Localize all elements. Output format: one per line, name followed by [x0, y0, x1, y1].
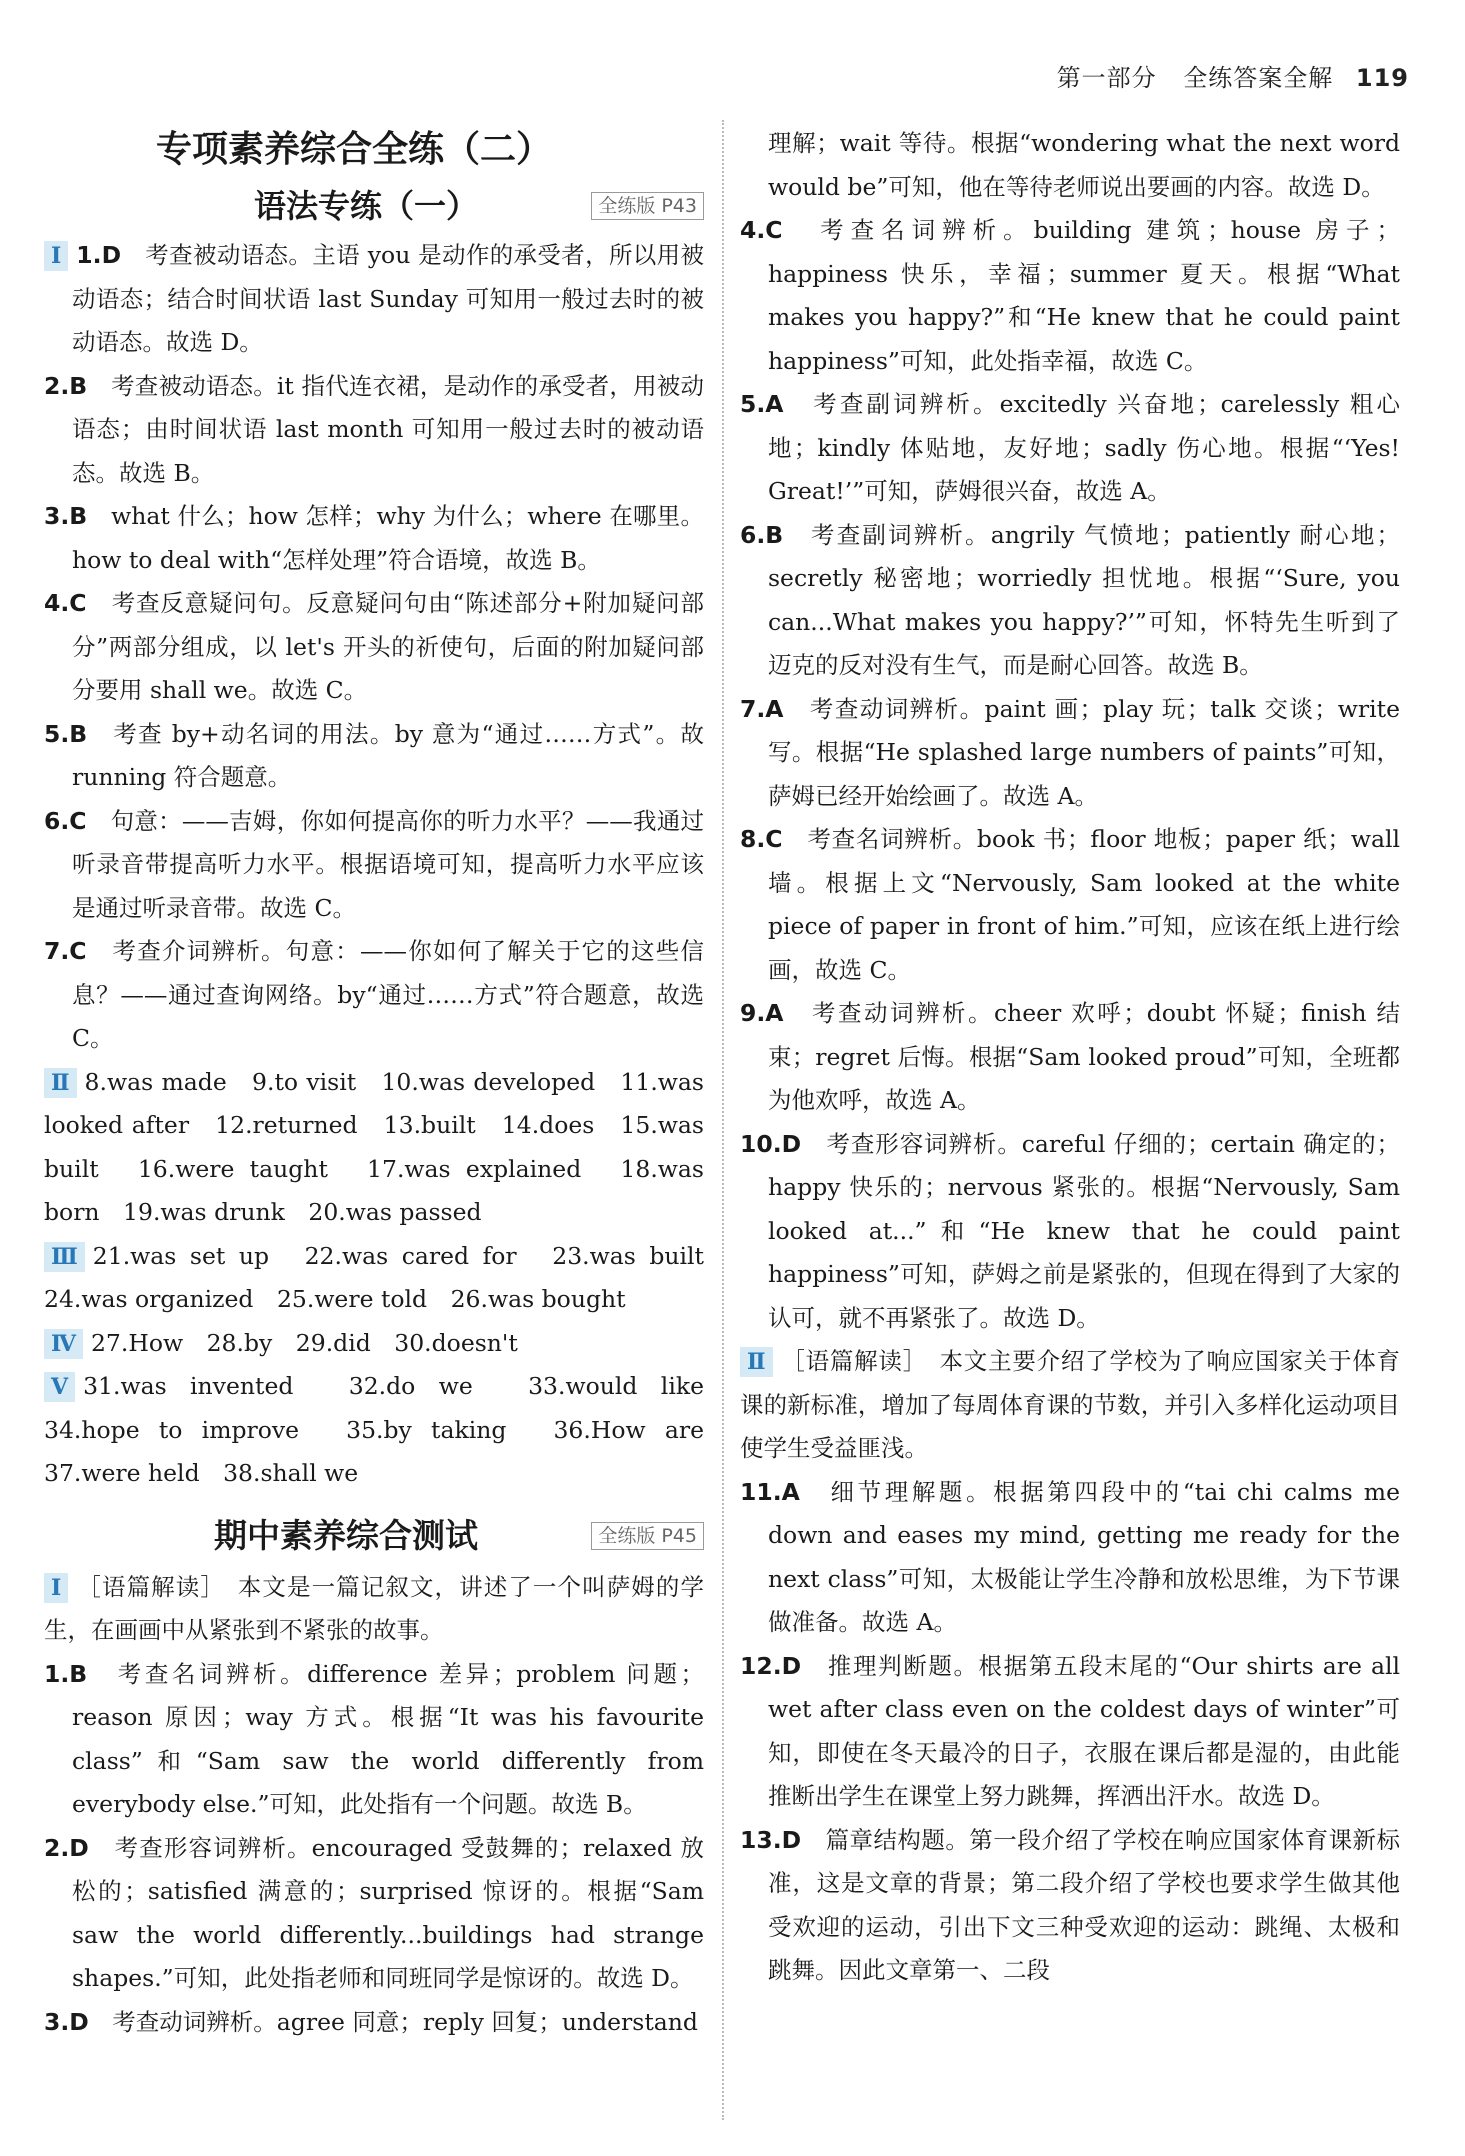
- answer-list-text: 21.was set up 22.was cared for 23.was built 24.was organized 25.were told 26.was bought: [44, 1241, 728, 1313]
- subsection-title-text: 语法专练（一）: [254, 187, 479, 225]
- answer-number: 10.D: [740, 1129, 802, 1158]
- answer-item: [740, 992, 1400, 1123]
- page-ref-tag: 全练版 P45: [591, 1522, 704, 1550]
- answer-explanation: 考查动词辨析。cheer 欢呼；doubt 怀疑；finish 结束；regret 后悔。根据“Sam looked proud”可知，全班都为他欢呼，故选 A。: [768, 999, 1401, 1114]
- answer-number: 2.D: [44, 1833, 89, 1862]
- answer-number: 5.B: [44, 719, 88, 748]
- section-title: 专项素养综合全练（二）: [155, 129, 552, 170]
- answer-explanation: 考查名词辨析。building 建筑；house 房子；happiness 快乐，幸福；summer 夏天。根据“What makes you happy?”和“He knew that he could paint happiness”可知，此处指幸福，故选 C。: [768, 216, 1400, 375]
- answer-item: [740, 1123, 1400, 1341]
- right-column: [740, 122, 1400, 1993]
- answer-list: [44, 1322, 704, 1366]
- answer-number: 7.C: [44, 937, 87, 965]
- header-section: 全练答案全解: [1183, 64, 1334, 92]
- part-label: Ⅲ: [44, 1242, 85, 1272]
- passage-summary-text: ［语篇解读］ 本文是一篇记叙文，讲述了一个叫萨姆的学生，在画画中从紧张到不紧张的故事。: [44, 1572, 704, 1644]
- answer-number: 3.B: [44, 502, 88, 530]
- answer-number: 4.C: [740, 216, 783, 244]
- answer-item: [44, 234, 704, 365]
- answer-number: 4.C: [44, 589, 87, 617]
- answer-explanation: 考查副词辨析。excitedly 兴奋地；carelessly 粗心地；kindly 体贴地，友好地；sadly 伤心地。根据“‘Yes! Great!’”可知，萨姆很兴奋，故选 A。: [768, 390, 1400, 505]
- answer-list: [44, 1061, 704, 1235]
- answer-number: 2.B: [44, 371, 88, 400]
- answer-item: [44, 582, 704, 713]
- answer-explanation: 考查动词辨析。agree 同意；reply 回复；understand: [112, 2007, 698, 2036]
- answer-list-text: 27.How 28.by 29.did 30.doesn't: [90, 1328, 518, 1357]
- answer-number: 6.C: [44, 806, 87, 835]
- page-ref-tag: 全练版 P43: [591, 192, 704, 220]
- answer-item: [740, 1471, 1400, 1645]
- exam-title-text: 期中素养综合测试: [214, 1515, 478, 1555]
- answer-item: [44, 930, 704, 1061]
- column-divider: [722, 120, 724, 2120]
- exam-title: [44, 1506, 704, 1566]
- answer-item: [740, 383, 1400, 514]
- answer-list: [44, 1235, 728, 1322]
- part-label: Ⅱ: [740, 1347, 773, 1377]
- answer-number: 11.A: [740, 1477, 800, 1506]
- answer-item: [44, 713, 704, 800]
- answer-number: 13.D: [740, 1825, 802, 1854]
- subsection-title: [44, 180, 704, 232]
- answer-explanation: 考查反意疑问句。反意疑问句由“陈述部分+附加疑问部分”两部分组成，以 let's 开头的祈使句，后面的附加疑问部分要用 shall we。故选 C。: [72, 589, 704, 704]
- answer-explanation: 句意：——吉姆，你如何提高你的听力水平？——我通过听录音带提高听力水平。根据语境可知，提高听力水平应该是通过听录音带。故选 C。: [72, 806, 705, 922]
- answer-explanation: 篇章结构题。第一段介绍了学校在响应国家体育课新标准，这是文章的背景；第二段介绍了学校也要求学生做其他受欢迎的运动，引出下文三种受欢迎的运动：跳绳、太极和跳舞。因此文章第一、二段: [768, 1825, 1401, 1984]
- answer-item: [44, 800, 704, 931]
- passage-summary: [740, 1340, 1400, 1471]
- answer-item: [740, 1819, 1400, 1993]
- part-label: Ⅴ: [44, 1372, 75, 1402]
- answer-item: [740, 209, 1400, 383]
- answer-number: 9.A: [740, 999, 784, 1027]
- answer-item: [740, 688, 1400, 819]
- answer-number: 1.D: [76, 241, 122, 269]
- answer-explanation: 考查被动语态。it 指代连衣裙，是动作的承受者，用被动语态；由时间状语 last month 可知用一般过去时的被动语态。故选 B。: [72, 371, 704, 487]
- answer-explanation: 推理判断题。根据第五段末尾的“Our shirts are all wet after class even on the coldest days of winter”可知，即使在冬天最冷的日子，衣服在课后都是湿的，由此能推断出学生在课堂上努力跳舞，挥洒出汗水。故选 D。: [768, 1651, 1401, 1810]
- answer-item: [740, 1645, 1400, 1819]
- answer-item: [740, 514, 1400, 688]
- answer-explanation: 考查名词辨析。difference 差异；problem 问题；reason 原因；way 方式。根据“It was his favourite class”和“Sam saw the world differently from everybody else.”可知，此处指有一个问题。故选 B。: [72, 1659, 705, 1818]
- part-label: Ⅰ: [44, 1573, 68, 1603]
- answer-explanation: 考查动词辨析。paint 画；play 玩；talk 交谈；write 写。根据“He splashed large numbers of paints”可知，萨姆已经开始绘画了。故选 A。: [768, 694, 1400, 810]
- answer-list: [44, 1365, 728, 1496]
- answer-explanation: 考查介词辨析。句意：——你如何了解关于它的这些信息？——通过查询网络。by“通过……方式”符合题意，故选 C。: [72, 937, 705, 1052]
- answer-list-text: 8.was made 9.to visit 10.was developed 11.was looked after 12.returned 13.built 14.does 15.was built 16.were taught 17.was explained 18.was born 19.was drunk 20.was passed: [44, 1067, 704, 1226]
- part-label: Ⅱ: [44, 1068, 77, 1098]
- answer-item: [44, 1827, 704, 2001]
- answer-number: 12.D: [740, 1651, 802, 1680]
- answer-explanation: 考查副词辨析。angrily 气愤地；patiently 耐心地；secretly 秘密地；worriedly 担忧地。根据“‘Sure, you can...What makes you happy?’”可知，怀特先生听到了迈克的反对没有生气，而是耐心回答。故选 B。: [768, 520, 1401, 679]
- answer-number: 6.B: [740, 520, 784, 549]
- answer-item: [44, 365, 704, 496]
- answer-explanation: 考查形容词辨析。careful 仔细的；certain 确定的；happy 快乐的；nervous 紧张的。根据“Nervously, Sam looked at...”和“He knew that he could paint happiness”可知，萨姆之前是紧张的，但现在得到了大家的认可，就不再紧张了。故选 D。: [768, 1129, 1401, 1332]
- answer-item: [44, 495, 704, 582]
- answer-item: [740, 818, 1400, 992]
- answer-number: 7.A: [740, 694, 784, 723]
- answer-number: 5.A: [740, 390, 784, 418]
- continued-text: 理解；wait 等待。根据“wondering what the next word would be”可知，他在等待老师说出要画的内容。故选 D。: [768, 129, 1400, 201]
- part-label: Ⅳ: [44, 1329, 83, 1359]
- left-column: [44, 120, 728, 2044]
- page-header: [1057, 58, 1409, 93]
- passage-summary: [44, 1566, 704, 1653]
- answer-number: 3.D: [44, 2007, 89, 2036]
- part-label: Ⅰ: [44, 241, 68, 271]
- answer-item: [44, 2001, 704, 2045]
- header-part: 第一部分: [1056, 64, 1157, 92]
- answer-number: 1.B: [44, 1659, 88, 1688]
- passage-summary-text: ［语篇解读］ 本文主要介绍了学校为了响应国家关于体育课的新标准，增加了每周体育课的节数，并引入多样化运动项目使学生受益匪浅。: [740, 1347, 1400, 1462]
- answer-explanation: 细节理解题。根据第四段中的“tai chi calms me down and eases my mind, getting me ready for the next class”可知，太极能让学生冷静和放松思维，为下节课做准备。故选 A。: [768, 1477, 1401, 1636]
- answer-list-text: 31.was invented 32.do we 33.would like 34.hope to improve 35.by taking 36.How are 37.were held 38.shall we: [44, 1372, 728, 1487]
- answer-number: 8.C: [740, 825, 783, 853]
- answer-explanation: 考查被动语态。主语 you 是动作的承受者，所以用被动语态；结合时间状语 last Sunday 可知用一般过去时的被动语态。故选 D。: [72, 241, 705, 356]
- answer-explanation: what 什么；how 怎样；why 为什么；where 在哪里。how to deal with“怎样处理”符合语境，故选 B。: [72, 502, 704, 574]
- answer-explanation: 考查名词辨析。book 书；floor 地板；paper 纸；wall 墙。根据上文“Nervously, Sam looked at the white piece of paper in front of him.”可知，应该在纸上进行绘画，故选 C。: [768, 825, 1400, 984]
- answer-explanation: 考查形容词辨析。encouraged 受鼓舞的；relaxed 放松的；satisfied 满意的；surprised 惊讶的。根据“Sam saw the world differently...buildings had strange shapes.”可知，此处指老师和同班同学是惊讶的。故选 D。: [72, 1833, 704, 1992]
- answer-explanation: 考查 by+动名词的用法。by 意为“通过……方式”。故 running 符合题意。: [72, 719, 704, 791]
- answer-item: [44, 1653, 704, 1827]
- page-number: 119: [1355, 64, 1409, 92]
